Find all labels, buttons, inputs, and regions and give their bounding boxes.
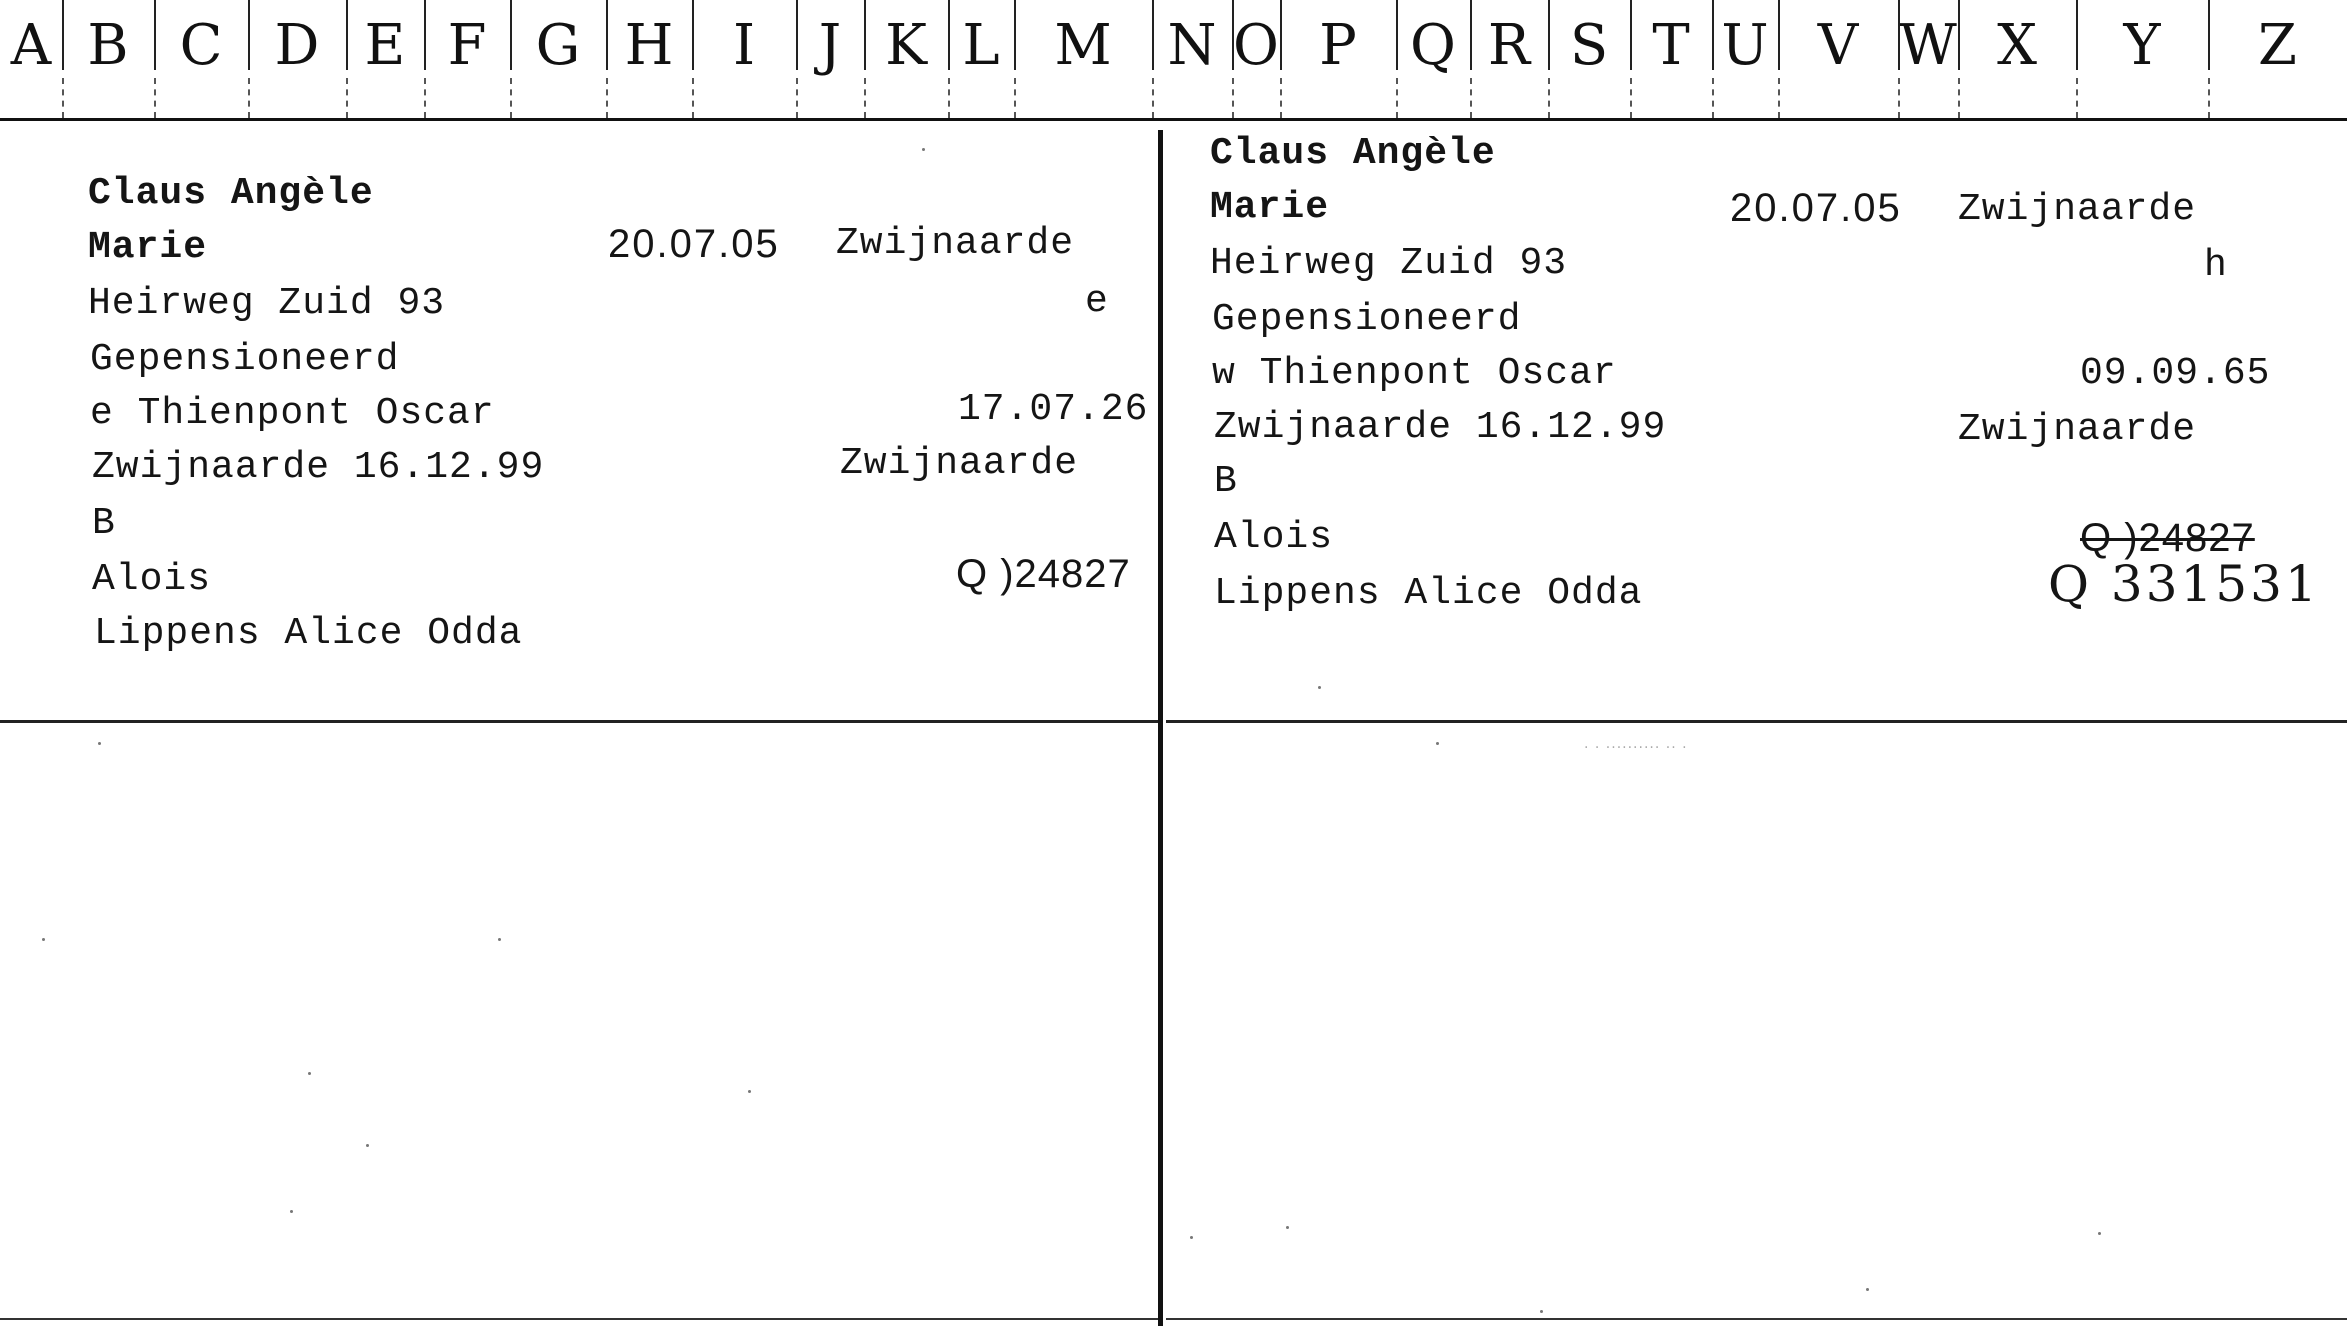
alpha-tab-a [0,0,62,118]
alpha-divider-tick [154,78,156,118]
alpha-tab-i [692,0,796,118]
right-birth-date: 20.07.05 [1730,186,1902,230]
right-residence-place: Zwijnaarde [1958,408,2197,451]
alpha-divider-tick [1280,78,1282,118]
alpha-tab-o [1232,0,1280,118]
alpha-tab-y [2076,0,2208,118]
scan-speck [308,1072,311,1075]
alpha-tab-letter: Z [2258,13,2297,78]
alpha-tab-letter: U [1721,13,1769,78]
alpha-tab-letter: Q [1410,13,1456,78]
alpha-tab-b [62,0,154,118]
alpha-divider-tick [1958,78,1960,118]
alpha-divider [154,0,156,70]
alpha-divider-tick [796,78,798,118]
scan-speck [1866,1288,1869,1291]
alpha-divider [1152,0,1154,70]
alpha-tab-letter: X [1997,13,2037,78]
alpha-divider [62,0,64,70]
scan-speck [748,1090,751,1093]
right-surname-line: Claus Angèle [1210,132,1496,175]
alpha-divider-tick [1548,78,1550,118]
alpha-tab-letter: O [1233,13,1279,78]
alpha-tab-w [1898,0,1958,118]
left-code-letter: B [92,502,116,545]
right-birth-place: Zwijnaarde [1958,188,2197,231]
alpha-divider [1898,0,1900,70]
left-mother-name: Lippens Alice Odda [94,612,523,655]
right-address: Heirweg Zuid 93 [1210,242,1568,285]
alpha-tab-l [948,0,1014,118]
alpha-tab-g [510,0,606,118]
left-occupation: Gepensioneerd [90,338,400,381]
right-old-register-number: Q )24827 [2080,516,2255,560]
scan-speck [42,938,45,941]
alpha-divider [1778,0,1780,70]
right-spouse-date: 09.09.65 [2080,352,2271,395]
right-card-divider [1166,720,2347,723]
alpha-divider-tick [1014,78,1016,118]
alpha-divider [248,0,250,70]
right-mother-name: Lippens Alice Odda [1214,572,1643,615]
alpha-tab-d [248,0,346,118]
alpha-divider-tick [2208,78,2210,118]
scan-speck [1436,742,1439,745]
alpha-divider-tick [1152,78,1154,118]
left-card-bottom-rule [0,1318,1158,1320]
alpha-tab-letter: N [1167,13,1217,78]
alpha-divider-tick [510,78,512,118]
alpha-divider [1712,0,1714,70]
alpha-divider [346,0,348,70]
left-birth-date: 20.07.05 [608,222,780,266]
left-father-name: Alois [92,558,212,601]
left-residence-line: Zwijnaarde 16.12.99 [92,446,545,489]
left-marker: e [1085,280,1109,323]
alpha-divider [2076,0,2078,70]
right-code-letter: B [1214,460,1238,503]
left-register-number: Q )24827 [956,552,1131,596]
scan-speck [290,1210,293,1213]
alpha-divider-tick [1712,78,1714,118]
scan-smudge: · · ·········· ·· · [1584,740,1688,756]
alpha-divider [1470,0,1472,70]
right-given-name: Marie [1210,186,1330,229]
scan-speck [2098,1232,2101,1235]
alpha-divider [2208,0,2210,70]
right-new-register-number: Q 331531 [2048,555,2320,613]
alpha-divider [1396,0,1398,70]
left-card-divider [0,720,1158,723]
alpha-divider [948,0,950,70]
right-residence-line: Zwijnaarde 16.12.99 [1214,406,1667,449]
alpha-divider-tick [692,78,694,118]
left-spouse-date: 17.07.26 [958,388,1149,431]
alpha-tab-letter: W [1899,13,1957,78]
left-given-name: Marie [88,226,208,269]
alpha-tab-t [1630,0,1712,118]
alpha-tab-letter: C [179,13,223,78]
alpha-divider [692,0,694,70]
alpha-divider-tick [948,78,950,118]
alpha-tab-letter: G [535,13,581,78]
alpha-tab-letter: K [885,13,927,78]
alpha-divider-tick [424,78,426,118]
right-father-name: Alois [1214,516,1334,559]
alpha-divider-tick [1470,78,1472,118]
alpha-tab-letter: P [1319,13,1357,78]
alpha-divider [1014,0,1016,70]
scan-speck [1318,686,1321,689]
scan-speck [1286,1226,1289,1229]
alpha-divider [1958,0,1960,70]
alpha-divider [510,0,512,70]
right-card-bottom-rule [1166,1318,2347,1320]
card-separator-rule [1158,130,1163,1326]
left-residence-place: Zwijnaarde [840,442,1079,485]
left-address: Heirweg Zuid 93 [88,282,446,325]
alpha-tab-u [1712,0,1778,118]
alpha-divider-tick [346,78,348,118]
left-birth-place: Zwijnaarde [836,222,1075,265]
alpha-divider-tick [1778,78,1780,118]
alphabet-index-strip [0,0,2347,120]
alpha-tab-letter: A [10,13,52,78]
alpha-divider-tick [606,78,608,118]
alpha-tab-letter: H [624,13,674,78]
scan-speck [366,1144,369,1147]
alpha-tab-letter: R [1487,13,1531,78]
right-marker: h [2204,244,2228,287]
alpha-divider-tick [1396,78,1398,118]
alpha-tab-letter: M [1054,13,1112,78]
alpha-divider-tick [248,78,250,118]
alpha-tab-letter: T [1652,13,1690,78]
alpha-tab-v [1778,0,1898,118]
alpha-tab-letter: F [447,13,487,78]
alpha-tab-x [1958,0,2076,118]
alpha-tab-letter: Y [2123,13,2161,78]
alpha-tab-letter: B [87,13,129,78]
alpha-tab-letter: E [364,13,406,78]
alpha-tab-j [796,0,864,118]
alpha-divider-tick [62,78,64,118]
scan-speck [922,148,925,151]
alpha-tab-c [154,0,248,118]
alpha-divider-tick [1630,78,1632,118]
alpha-tab-s [1548,0,1630,118]
alpha-tab-letter: V [1817,13,1859,78]
alpha-divider-tick [1232,78,1234,118]
alpha-divider [1548,0,1550,70]
alpha-tab-letter: D [274,13,320,78]
alpha-tab-m [1014,0,1152,118]
alpha-divider [424,0,426,70]
scan-speck [98,742,101,745]
scan-speck [1190,1236,1193,1239]
right-occupation: Gepensioneerd [1212,298,1522,341]
scan-speck [498,938,501,941]
alpha-divider [796,0,798,70]
alpha-divider [864,0,866,70]
alpha-tab-e [346,0,424,118]
alpha-tab-n [1152,0,1232,118]
left-spouse-line: e Thienpont Oscar [90,392,495,435]
alpha-tab-letter: I [732,13,756,78]
alpha-tab-r [1470,0,1548,118]
left-surname-line: Claus Angèle [88,172,374,215]
alpha-divider [1232,0,1234,70]
alpha-divider [1280,0,1282,70]
alpha-tab-q [1396,0,1470,118]
alpha-divider-tick [2076,78,2078,118]
alpha-divider [606,0,608,70]
alpha-tab-h [606,0,692,118]
alpha-tab-letter: J [818,13,842,78]
alpha-divider [1630,0,1632,70]
alpha-tab-letter: L [962,13,1000,78]
right-spouse-line: w Thienpont Oscar [1212,352,1617,395]
alpha-divider-tick [1898,78,1900,118]
scan-speck [1540,1310,1543,1313]
alpha-tab-p [1280,0,1396,118]
alpha-tab-f [424,0,510,118]
alpha-divider-tick [864,78,866,118]
alpha-tab-k [864,0,948,118]
alpha-tab-z [2208,0,2347,118]
alpha-tab-letter: S [1569,13,1609,78]
